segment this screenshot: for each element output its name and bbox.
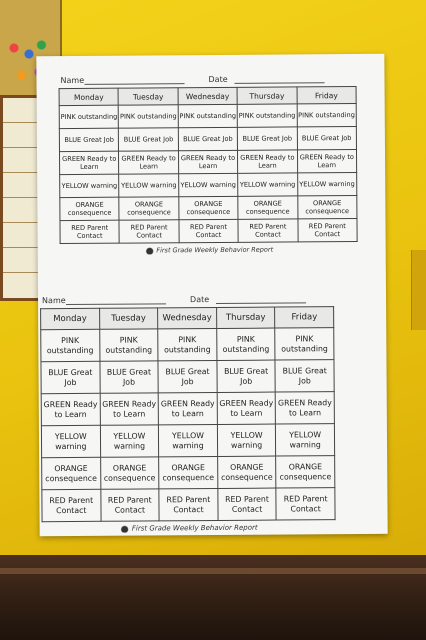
cell-orange: ORANGE consequence <box>100 457 159 489</box>
day-header-thursday: Thursday <box>237 87 297 104</box>
cell-green: GREEN Ready to Learn <box>217 392 276 424</box>
cell-red: RED Parent Contact <box>159 488 218 520</box>
cell-orange: ORANGE consequence <box>60 197 120 220</box>
cell-green: GREEN Ready to Learn <box>178 150 238 173</box>
cell-orange: ORANGE consequence <box>119 197 179 220</box>
name-label: Name <box>60 75 85 86</box>
cell-yellow: YELLOW warning <box>100 425 159 457</box>
behavior-report-top <box>58 72 357 255</box>
day-header-friday: Friday <box>275 307 334 328</box>
cell-pink: PINK outstanding <box>178 104 238 127</box>
cell-orange: ORANGE consequence <box>179 196 239 219</box>
row-blue <box>59 126 356 151</box>
cell-orange: ORANGE consequence <box>42 457 101 489</box>
cell-blue: BLUE Great Job <box>178 127 238 150</box>
cell-red: RED Parent Contact <box>218 488 277 520</box>
cell-red: RED Parent Contact <box>42 489 101 521</box>
cell-red: RED Parent Contact <box>179 219 239 242</box>
row-pink <box>59 103 356 128</box>
cell-yellow: YELLOW warning <box>60 174 120 197</box>
cell-green: GREEN Ready to Learn <box>238 150 298 173</box>
cell-blue: BLUE Great Job <box>217 360 276 392</box>
cell-pink: PINK outstanding <box>99 329 158 361</box>
cell-pink: PINK outstanding <box>119 105 179 128</box>
folder-tab <box>411 250 426 330</box>
day-header-tuesday: Tuesday <box>99 308 158 329</box>
row-blue <box>41 360 334 394</box>
cell-pink: PINK outstanding <box>158 328 217 360</box>
date-label: Date <box>190 295 210 305</box>
row-orange <box>42 456 335 490</box>
report-footer <box>60 245 358 255</box>
cell-pink: PINK outstanding <box>41 329 100 361</box>
cell-red: RED Parent Contact <box>238 219 298 242</box>
cell-blue: BLUE Great Job <box>59 128 119 151</box>
cell-red: RED Parent Contact <box>119 220 179 243</box>
cell-red: RED Parent Contact <box>60 220 120 243</box>
cell-blue: BLUE Great Job <box>119 128 179 151</box>
cell-pink: PINK outstanding <box>217 328 276 360</box>
day-header-wednesday: Wednesday <box>158 307 217 328</box>
cell-yellow: YELLOW warning <box>217 424 276 456</box>
cell-red: RED Parent Contact <box>276 488 335 520</box>
day-header-wednesday: Wednesday <box>178 87 238 104</box>
behavior-report-bottom <box>40 292 336 533</box>
cell-pink: PINK outstanding <box>237 104 297 127</box>
row-orange <box>60 195 357 220</box>
cell-green: GREEN Ready to Learn <box>119 151 179 174</box>
cell-pink: PINK outstanding <box>297 103 357 126</box>
row-red <box>42 488 335 522</box>
cell-green: GREEN Ready to Learn <box>297 149 357 172</box>
cell-blue: BLUE Great Job <box>297 126 357 149</box>
day-header-thursday: Thursday <box>216 307 275 328</box>
cell-yellow: YELLOW warning <box>297 172 357 195</box>
day-header-monday: Monday <box>59 88 119 105</box>
behavior-report-sheet <box>36 54 387 536</box>
cell-yellow: YELLOW warning <box>178 173 238 196</box>
report-footer <box>42 523 336 533</box>
behavior-grid <box>40 306 335 522</box>
mascot-icon <box>120 525 130 533</box>
row-green <box>41 392 334 426</box>
day-header-tuesday: Tuesday <box>118 88 178 105</box>
date-label: Date <box>208 74 228 85</box>
cell-green: GREEN Ready to Learn <box>41 393 100 425</box>
cell-yellow: YELLOW warning <box>119 174 179 197</box>
row-yellow <box>41 424 334 458</box>
cell-yellow: YELLOW warning <box>41 425 100 457</box>
day-header-monday: Monday <box>41 308 100 329</box>
report-footer-text: First Grade Weekly Behavior Report <box>156 245 274 255</box>
row-pink <box>41 328 334 362</box>
cell-yellow: YELLOW warning <box>238 173 298 196</box>
behavior-grid <box>59 86 358 244</box>
cell-green: GREEN Ready to Learn <box>100 393 159 425</box>
cell-green: GREEN Ready to Learn <box>59 151 119 174</box>
cell-blue: BLUE Great Job <box>238 127 298 150</box>
cell-red: RED Parent Contact <box>100 489 159 521</box>
cell-yellow: YELLOW warning <box>276 424 335 456</box>
cell-blue: BLUE Great Job <box>158 360 217 392</box>
cell-blue: BLUE Great Job <box>275 360 334 392</box>
report-header-line <box>40 292 334 308</box>
cell-pink: PINK outstanding <box>275 328 334 360</box>
cell-blue: BLUE Great Job <box>41 361 100 393</box>
date-rule <box>235 82 325 84</box>
cell-green: GREEN Ready to Learn <box>158 392 217 424</box>
cell-orange: ORANGE consequence <box>159 456 218 488</box>
mascot-icon <box>144 246 154 254</box>
cell-orange: ORANGE consequence <box>276 456 335 488</box>
cell-blue: BLUE Great Job <box>100 361 159 393</box>
name-rule <box>85 83 185 85</box>
cell-yellow: YELLOW warning <box>159 424 218 456</box>
name-rule <box>66 303 166 305</box>
row-yellow <box>60 172 357 197</box>
cell-orange: ORANGE consequence <box>238 196 298 219</box>
day-header-friday: Friday <box>297 86 357 103</box>
date-rule <box>216 302 306 304</box>
row-green <box>59 149 356 174</box>
cell-green: GREEN Ready to Learn <box>276 392 335 424</box>
cell-orange: ORANGE consequence <box>217 456 276 488</box>
name-label: Name <box>42 296 66 306</box>
row-red <box>60 218 357 243</box>
cell-orange: ORANGE consequence <box>297 195 357 218</box>
cell-red: RED Parent Contact <box>298 218 358 241</box>
report-header-line <box>58 72 356 88</box>
report-footer-text: First Grade Weekly Behavior Report <box>131 523 258 533</box>
floor-edge <box>0 568 426 574</box>
cell-pink: PINK outstanding <box>59 105 119 128</box>
